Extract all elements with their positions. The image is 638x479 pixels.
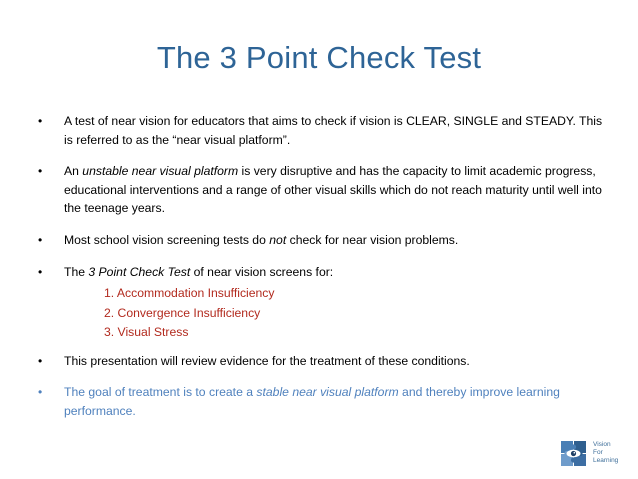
bullet-emphasis: unstable near visual platform xyxy=(82,164,239,179)
bullet-marker: • xyxy=(38,164,43,179)
bullet-text-pre: Most school vision screening tests do xyxy=(64,232,270,247)
bullet-marker: • xyxy=(38,385,43,400)
bullet-text-post: and thereby improve learning performance. xyxy=(64,385,560,418)
vision-for-learning-logo xyxy=(558,438,628,474)
bullet-text-pre: An xyxy=(64,164,83,179)
bullet-marker: • xyxy=(38,353,43,368)
bullet-marker: • xyxy=(38,114,43,128)
condition-item: 3. Visual Stress xyxy=(104,325,189,340)
bullet-item xyxy=(38,162,613,218)
logo-line: For xyxy=(593,449,603,456)
bullet-text-post: is very disruptive and has the capacity to limit academic progress, educational interventions and a range of other visual skills which do not reach maturity until well into the teenage years. xyxy=(64,164,602,216)
condition-item: 1. Accommodation Insufficiency xyxy=(104,286,275,301)
bullet-text: A test of near vision for educators that aims to check if vision is CLEAR, SINGLE and STEADY. This is referred to as the “near visual platform”. xyxy=(64,114,603,147)
bullet-emphasis: not xyxy=(269,232,287,247)
bullet-item xyxy=(38,263,613,343)
bullet-marker: • xyxy=(38,232,43,247)
logo-line: Vision xyxy=(593,441,611,448)
bullet-item xyxy=(38,352,613,371)
bullet-item xyxy=(38,231,613,250)
bullet-text-pre: The goal of treatment is to create a xyxy=(64,385,257,400)
bullet-marker: • xyxy=(38,264,43,279)
slide-title: The 3 Point Check Test xyxy=(156,40,482,75)
bullet-list xyxy=(38,112,613,420)
screening-conditions-list xyxy=(104,284,613,343)
logo-line: Learning xyxy=(593,457,619,464)
puzzle-eye-icon xyxy=(558,438,590,470)
bullet-emphasis: 3 Point Check Test xyxy=(88,264,191,279)
logo-wordmark xyxy=(593,441,618,465)
bullet-item-goal xyxy=(38,383,613,420)
bullet-text-post: of near vision screens for: xyxy=(190,264,334,279)
bullet-text: This presentation will review evidence for the treatment of these conditions. xyxy=(64,353,470,368)
condition-item: 2. Convergence Insufficiency xyxy=(104,305,261,320)
bullet-text-post: check for near vision problems. xyxy=(286,232,459,247)
bullet-text-pre: The xyxy=(64,264,89,279)
bullet-emphasis: stable near visual platform xyxy=(256,385,399,400)
bullet-item xyxy=(38,112,613,149)
